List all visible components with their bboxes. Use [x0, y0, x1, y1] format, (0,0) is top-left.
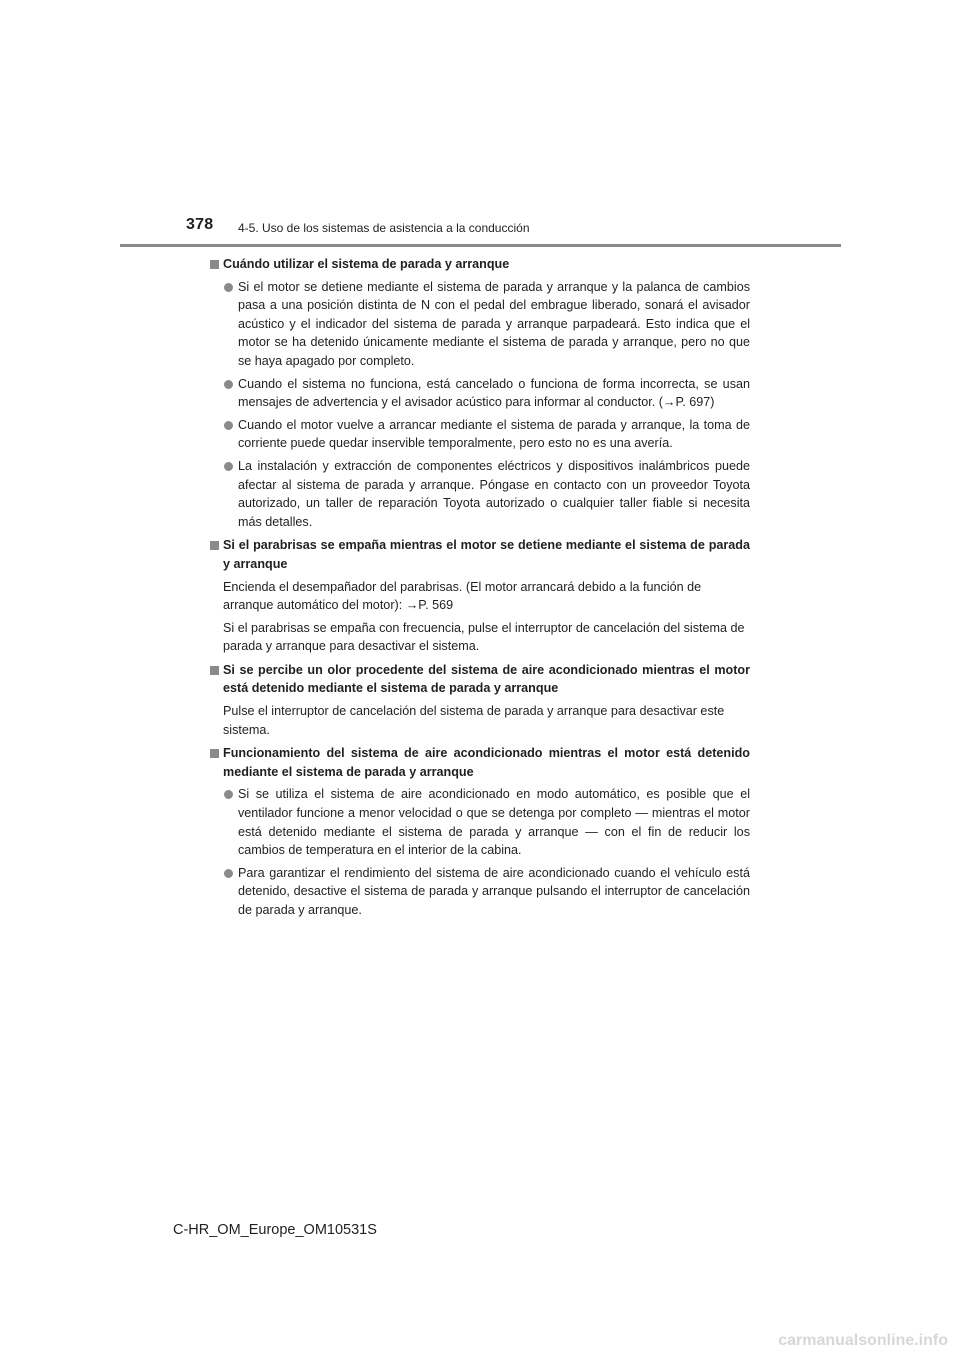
circle-bullet-icon [224, 380, 233, 389]
section-title: Si el parabrisas se empaña mientras el motor se detiene mediante el sistema de parada y arranque [210, 536, 750, 573]
section-ac-operation [210, 744, 750, 919]
circle-bullet-icon [224, 283, 233, 292]
circle-bullet-icon [224, 790, 233, 799]
section-ac-odor [210, 661, 750, 739]
section-windshield-fog [210, 536, 750, 656]
document-id: C-HR_OM_Europe_OM10531S [173, 1222, 377, 1238]
circle-bullet-icon [224, 869, 233, 878]
watermark-logo: carmanualsonline.info [778, 1332, 948, 1349]
square-bullet-icon [210, 260, 219, 269]
page-number: 378 [186, 216, 214, 233]
section-stop-start-usage [210, 255, 750, 531]
circle-bullet-icon [224, 421, 233, 430]
section-title: Cuándo utilizar el sistema de parada y arranque [210, 255, 750, 274]
page-content [210, 255, 750, 925]
header-rule [120, 244, 841, 247]
list-item: Cuando el motor vuelve a arrancar mediante el sistema de parada y arranque, la toma de corriente puede quedar inservible temporalmente, pero esto no es una avería. [210, 416, 750, 453]
paragraph: Si el parabrisas se empaña con frecuencia, pulse el interruptor de cancelación del sistema de parada y arranque para desactivar el sistema. [223, 620, 745, 654]
square-bullet-icon [210, 666, 219, 675]
list-item: Si se utiliza el sistema de aire acondicionado en modo automático, es posible que el ventilador funcione a menor velocidad o que se detenga por completo — mientras el motor está detenido mediante el sistema de parada y arranque — con el fin de reducir los cambios de temperatura en el interior de la cabina. [210, 785, 750, 859]
list-item: Para garantizar el rendimiento del sistema de aire acondicionado cuando el vehículo está detenido, desactive el sistema de parada y arranque pulsando el interruptor de cancelación de parada y arranque. [210, 864, 750, 920]
list-item: Si el motor se detiene mediante el sistema de parada y arranque y la palanca de cambios pasa a una posición distinta de N con el pedal del embrague liberado, sonará el avisador acústico y el indicador del sistema de parada y arranque parpadeará. Esto indica que el motor se ha detenido únicamente mediante el sistema de parada y arranque, pero no que se haya apagado por completo. [210, 278, 750, 371]
section-header: 4-5. Uso de los sistemas de asistencia a la conducción [238, 221, 530, 235]
list-item: La instalación y extracción de componentes eléctricos y dispositivos inalámbricos puede afectar al sistema de parada y arranque. Póngase en contacto con un proveedor Toyota autorizado, un taller de reparación Toyota autorizado o cualquier taller fiable si necesita más detalles. [210, 457, 750, 531]
square-bullet-icon [210, 749, 219, 758]
paragraph: Encienda el desempañador del parabrisas. (El motor arrancará debido a la función de arranque automático del motor): →P. 569 [223, 579, 702, 613]
section-title: Si se percibe un olor procedente del sistema de aire acondicionado mientras el motor está detenido mediante el sistema de parada y arranque [210, 661, 750, 698]
circle-bullet-icon [224, 462, 233, 471]
section-title: Funcionamiento del sistema de aire acondicionado mientras el motor está detenido mediante el sistema de parada y arranque [210, 744, 750, 781]
square-bullet-icon [210, 541, 219, 550]
paragraph: Pulse el interruptor de cancelación del sistema de parada y arranque para desactivar este sistema. [223, 704, 725, 737]
list-item: Cuando el sistema no funciona, está cancelado o funciona de forma incorrecta, se usan mensajes de advertencia y el avisador acústico para informar al conductor. (→P. 697) [210, 375, 750, 412]
